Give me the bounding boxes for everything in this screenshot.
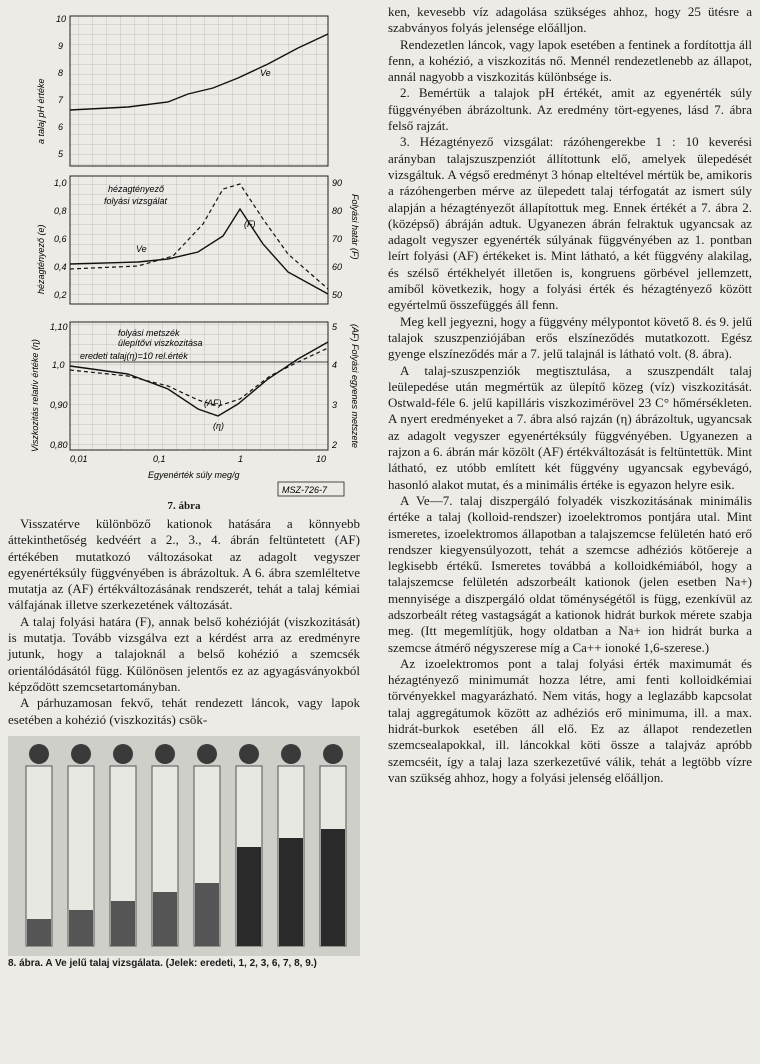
right-paragraph: Az izoelektromos pont a talaj folyási érték maximumát és hézagtényező minimumát hozza létre, ami fenti kolloidkémiai törvényekkel magyarázható. Nem vitás, hogy a leglazább kapcsolat talaj aggregátumok között az adhéziós erő minimuma, ill. a max. hidrát-burkok esetében áll elő. Ez az állapot rendezetlen szemcsealapokkal, ill. láncokkal köti össze a talajváz apróbb szemcséit, így a talaj laza szerkezetűvé válik, tehát a legtöbb vízre van szükség ahhoz, hogy a folyási jelenség előálljon. — [388, 655, 752, 785]
xtick-3: 10 — [316, 454, 327, 464]
mid-ytick-r4: 50 — [332, 290, 343, 300]
mid-legend-2: folyási vizsgálat — [104, 196, 168, 206]
bot-ytick-r2: 3 — [332, 400, 338, 410]
right-paragraph: A talaj-szuszpenziók megtisztulása, a szuszpendált talaj leülepedése után megmértük az ülepítő közeg (víz) viszkozitását. Ostwald-féle 6. jelű kapilláris viszkozimérövel 23 C° hőmérsékleten. A nyert eredményeket a 7. ábra alsó rajzán (η) ábrázoltuk, ugyancsak az adagolt vegyszer egyenértéksúly függvényében. Ugyanezen a rajzon a 6. ábrán már közölt (AF) értékváltozását is feltüntettük. Mint látható, ez utóbb említett két függvény ugyancsak egybevágó, hasonló alakot mutat, és a minimális értéke is egyazon helyre esik. — [388, 362, 752, 492]
tube-stopper — [239, 744, 259, 764]
tube-sediment — [111, 901, 135, 946]
figure-stamp: MSZ-726-7 — [282, 485, 328, 495]
tube-sediment — [153, 892, 177, 946]
mid-ytick-r1: 80 — [332, 206, 343, 216]
mid-ytick-0: 1,0 — [54, 178, 67, 188]
panel-mid — [36, 176, 360, 304]
panel-bot — [30, 322, 360, 496]
tube-sediment — [321, 829, 345, 946]
mid-ytick-4: 0,2 — [54, 290, 67, 300]
bot-ytick-r3: 2 — [332, 440, 338, 450]
tube-stopper — [323, 744, 343, 764]
mid-ytick-2: 0,6 — [54, 234, 67, 244]
tube-sediment — [69, 910, 93, 946]
bot-ytick-r0: 5 — [332, 322, 338, 332]
mid-ytick-3: 0,4 — [54, 262, 67, 272]
top-ytick-3: 7 — [58, 95, 64, 105]
bot-curve-eta: (η) — [213, 421, 224, 431]
panel-top — [36, 14, 328, 166]
mid-curve-Ve: Ve — [136, 244, 147, 254]
mid-ytick-r3: 60 — [332, 262, 343, 272]
figure-7 — [8, 4, 360, 504]
tube-sediment — [195, 883, 219, 946]
figure-8-photo — [8, 736, 360, 956]
tube-stopper — [71, 744, 91, 764]
tube-stopper — [113, 744, 133, 764]
top-ytick-4: 6 — [58, 122, 64, 132]
figure-7-caption: 7. ábra — [167, 500, 201, 512]
xtick-0: 0,01 — [70, 454, 88, 464]
mid-ytick-1: 0,8 — [54, 206, 67, 216]
top-ylabel: a talaj pH értéke — [36, 78, 46, 144]
bot-ytick-3: 0,80 — [50, 440, 68, 450]
figure-8-caption: 8. ábra. A Ve jelű talaj vizsgálata. (Jelek: eredeti, 1, 2, 3, 6, 7, 8, 9.) — [8, 957, 317, 969]
tube-stopper — [155, 744, 175, 764]
figure-7-chart — [8, 4, 360, 504]
right-paragraph: Meg kell jegyezni, hogy a függvény mélypontot követő 8. és 9. jelű talajok szuszpenziójában erős elszíneződés mutatkozott. Egész gyenge elszíneződés már a 7. jelű talajnál is látható volt. (8. ábra). — [388, 313, 752, 362]
right-paragraph: 2. Bemértük a talajok pH értékét, amit az egyenérték súly függvényében ábrázoltunk. Az eredmény tört-egyenes, lásd 7. ábra felső rajzát. — [388, 85, 752, 134]
tube-stopper — [29, 744, 49, 764]
top-ytick-0: 10 — [56, 14, 67, 24]
tube-stopper — [281, 744, 301, 764]
bot-ylabel-right: (AF) Folyási egyenes metszete — [350, 324, 360, 449]
mid-ytick-r2: 70 — [332, 234, 343, 244]
mid-ylabel-right: Folyási határ (F) — [350, 194, 360, 260]
left-column — [8, 4, 360, 969]
right-paragraph: Rendezetlen láncok, vagy lapok esetében a fentinek a fordítottja áll fenn, a kohézió, a viszkozitás nő. Mennél rendezetlenebb az állapot, annál nagyobb a viszkozitás különbsége is. — [388, 36, 752, 85]
top-ytick-5: 5 — [58, 149, 64, 159]
test-tubes-image — [8, 736, 360, 956]
left-paragraph: A talaj folyási határa (F), annak belső kohézióját (viszkozitását) is mutatja. Tovább vizsgálva ezt a kérdést arra az eredményre jutunk, hogy a talajoknál a belső kohézió a szemcsék orientálódásától függ. Különösen jelentős ez az agyagásványokból képződött szemcsetartományban. — [8, 613, 360, 694]
bot-ytick-2: 0,90 — [50, 400, 68, 410]
mid-legend-1: hézagtényező — [108, 184, 165, 194]
right-paragraph: A Ve—7. talaj diszpergáló folyadék viszkozitásának minimális értéke a talaj (kolloid-rendszer) izoelektromos pontjára utal. Mint ismeretes, izoelektromos állapotban a talajszemcse felületén ható erő rendszer kiegyensúlyozott, tehát a szemcse adhéziós kötőereje a legkisebb értékű. Ismeretes továbbá a kolloidkémiából, hogy a talajszemcse felületén adszorbeált kationok (jelen esetben Na+) mennyisége a diszpergáló oldat töménységétől is függ, ezenkívül az adszorbeált réteg vastagságát a kationok hidrát burkok mérete szabja meg. (Itt megemlítjük, hogy oldatban a Na+ ion hidrát burka a szemcse átmérő négyszerese míg a Ca++ ionoké 1,6-szerese.) — [388, 492, 752, 655]
left-body-text — [8, 516, 360, 728]
tube-sediment — [27, 919, 51, 946]
left-paragraph: Visszatérve különböző kationok hatására a könnyebb áttekinthetőség kedvéért a 2., 3., 4. ábrán feltüntetett (AF) értékében mutatkozó változásokat az adagolt vegyszer egyenértéksúly függvényében is ábrázoltuk. A 6. ábra szemléltetve mutatja az (AF) értékváltozásának rendszerét, tehát a talaj kémiai válfajának illetve szerkezetének változását. — [8, 516, 360, 613]
tube-sediment — [279, 838, 303, 946]
xtick-1: 0,1 — [153, 454, 166, 464]
top-ytick-2: 8 — [58, 68, 64, 78]
bot-ytick-1: 1,0 — [52, 360, 65, 370]
left-paragraph: A párhuzamosan fekvő, tehát rendezett láncok, vagy lapok esetében a kohézió (viszkozitás) csök- — [8, 695, 360, 727]
bot-legend-2: ülepítővi viszkozitása — [118, 338, 203, 348]
mid-curve-F: (F) — [244, 219, 256, 229]
right-paragraph: ken, kevesebb víz adagolása szükséges ahhoz, hogy 25 ütésre a szabványos folyás jelensége előálljon. — [388, 4, 752, 36]
right-paragraph: 3. Hézagtényező vizsgálat: rázóhengerekbe 1 : 10 keverési arányban talajszuszpenziót állítottunk elő, amelyek ülepedését vizsgáltuk. A végső eredményt 3 hónap elteltével mértük be, amikoris a rázóhengerben mérve az ülepedett talaj térfogatát az ismert súly alapján a hézagtényezőt állapítottuk meg. Ennek értékét a 7. ábra 2. (középső) ábráján adtuk. Ugyanezen ábrán felraktuk ugyancsak az adagolt vegyszer egyenérték súlyának függvényében az 1. pontban leírt folyási (AF) értékeket is. Mint látható, a két függvény alakilag, és szélső értékhelyét illetően is, kongruens görbével jellemzett, amiből következik, hogy a folyási érték és hézagtényező között egyértelmű összefüggés áll fenn. — [388, 134, 752, 313]
top-curve-label: Ve — [260, 68, 271, 78]
xtick-2: 1 — [238, 454, 244, 464]
mid-ytick-r0: 90 — [332, 178, 343, 188]
bot-legend-1: folyási metszék — [118, 328, 180, 338]
tube-stopper — [197, 744, 217, 764]
bot-legend-3: eredeti talaj(η)=10 rel.érték — [80, 351, 188, 361]
x-axis-label: Egyenérték súly meg/g — [148, 470, 240, 480]
bot-ytick-0: 1,10 — [50, 322, 68, 332]
right-column — [388, 4, 752, 786]
mid-ylabel: hézagtényező (e) — [36, 224, 46, 294]
bot-curve-af: (AF) — [204, 398, 222, 408]
tube-sediment — [237, 847, 261, 946]
bot-ylabel: Viszkozitás relatív értéke (η) — [30, 339, 40, 452]
top-ytick-1: 9 — [58, 41, 64, 51]
bot-ytick-r1: 4 — [332, 360, 338, 370]
